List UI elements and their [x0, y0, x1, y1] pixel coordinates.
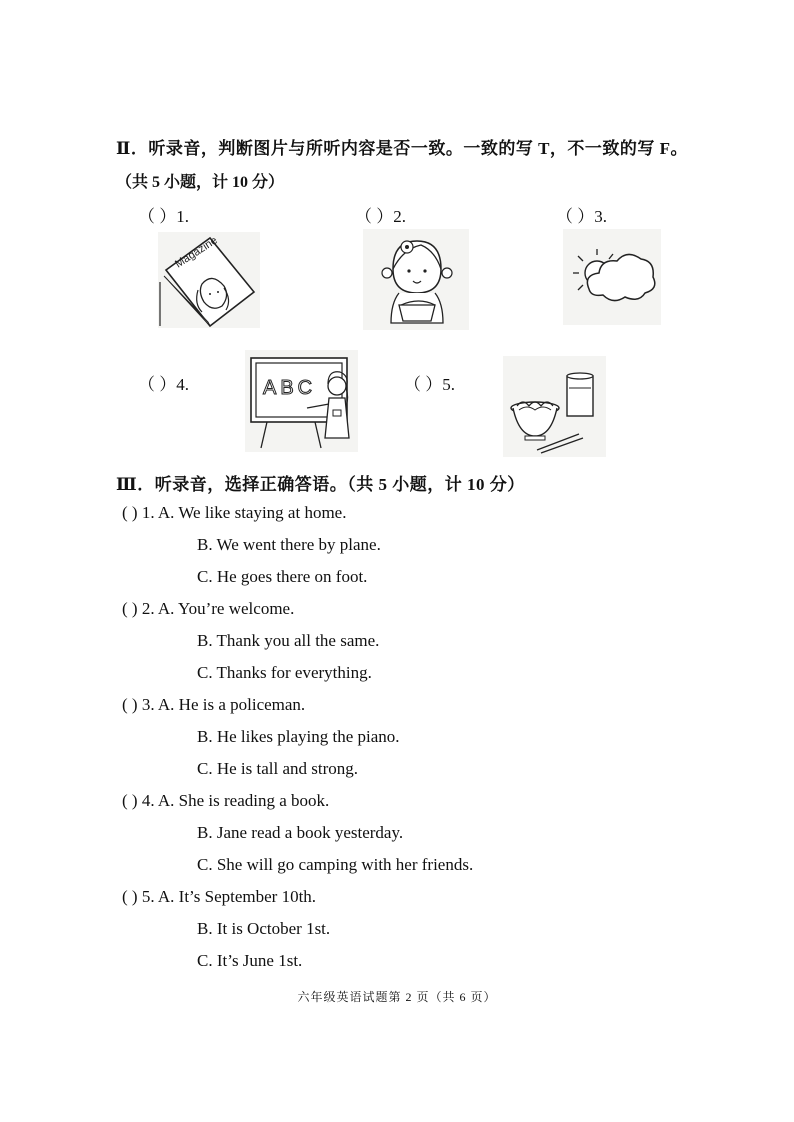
question-5-option-c: C. It’s June 1st. — [197, 951, 303, 970]
item-3-blank[interactable]: （ ）3. — [556, 207, 607, 226]
teacher-board-picture — [245, 350, 358, 452]
item-4-blank[interactable]: （ ）4. — [138, 375, 189, 394]
page-footer: 六年级英语试题第 2 页（共 6 页） — [297, 990, 497, 1004]
question-4-option-a[interactable]: ( ) 4. A. She is reading a book. — [122, 791, 330, 810]
cloudy-weather-picture — [563, 229, 661, 325]
question-1-option-b: B. We went there by plane. — [197, 535, 381, 554]
question-4-option-c: C. She will go camping with her friends. — [197, 855, 474, 874]
section-2-heading: Ⅱ．听录音，判断图片与所听内容是否一致。一致的写 T，不一致的写 F。 — [116, 139, 689, 158]
question-3-option-a[interactable]: ( ) 3. A. He is a policeman. — [122, 695, 306, 714]
item-5-blank[interactable]: （ ）5. — [404, 375, 455, 394]
board-letters: ABC — [263, 377, 317, 399]
section-2-points: （共 5 小题，计 10 分） — [116, 174, 285, 191]
magazine-title: Magazine — [173, 234, 220, 271]
item-1-blank[interactable]: （ ）1. — [138, 207, 189, 226]
item-2-blank[interactable]: （ ）2. — [355, 207, 406, 226]
question-4-option-b: B. Jane read a book yesterday. — [197, 823, 404, 842]
question-5-option-b: B. It is October 1st. — [197, 919, 331, 938]
magazine-picture — [158, 232, 260, 328]
question-5-option-a[interactable]: ( ) 5. A. It’s September 10th. — [122, 887, 317, 906]
question-1-option-c: C. He goes there on foot. — [197, 567, 368, 586]
question-3-option-b: B. He likes playing the piano. — [197, 727, 400, 746]
question-3-option-c: C. He is tall and strong. — [197, 759, 359, 778]
question-2-option-b: B. Thank you all the same. — [197, 631, 380, 650]
noodles-picture — [503, 356, 606, 457]
section-3-heading: Ⅲ．听录音，选择正确答语。（共 5 小题，计 10 分） — [116, 475, 525, 494]
question-1-option-a[interactable]: ( ) 1. A. We like staying at home. — [122, 503, 347, 522]
girl-eating-picture — [363, 229, 469, 330]
question-2-option-a[interactable]: ( ) 2. A. You’re welcome. — [122, 599, 295, 618]
question-2-option-c: C. Thanks for everything. — [197, 663, 372, 682]
